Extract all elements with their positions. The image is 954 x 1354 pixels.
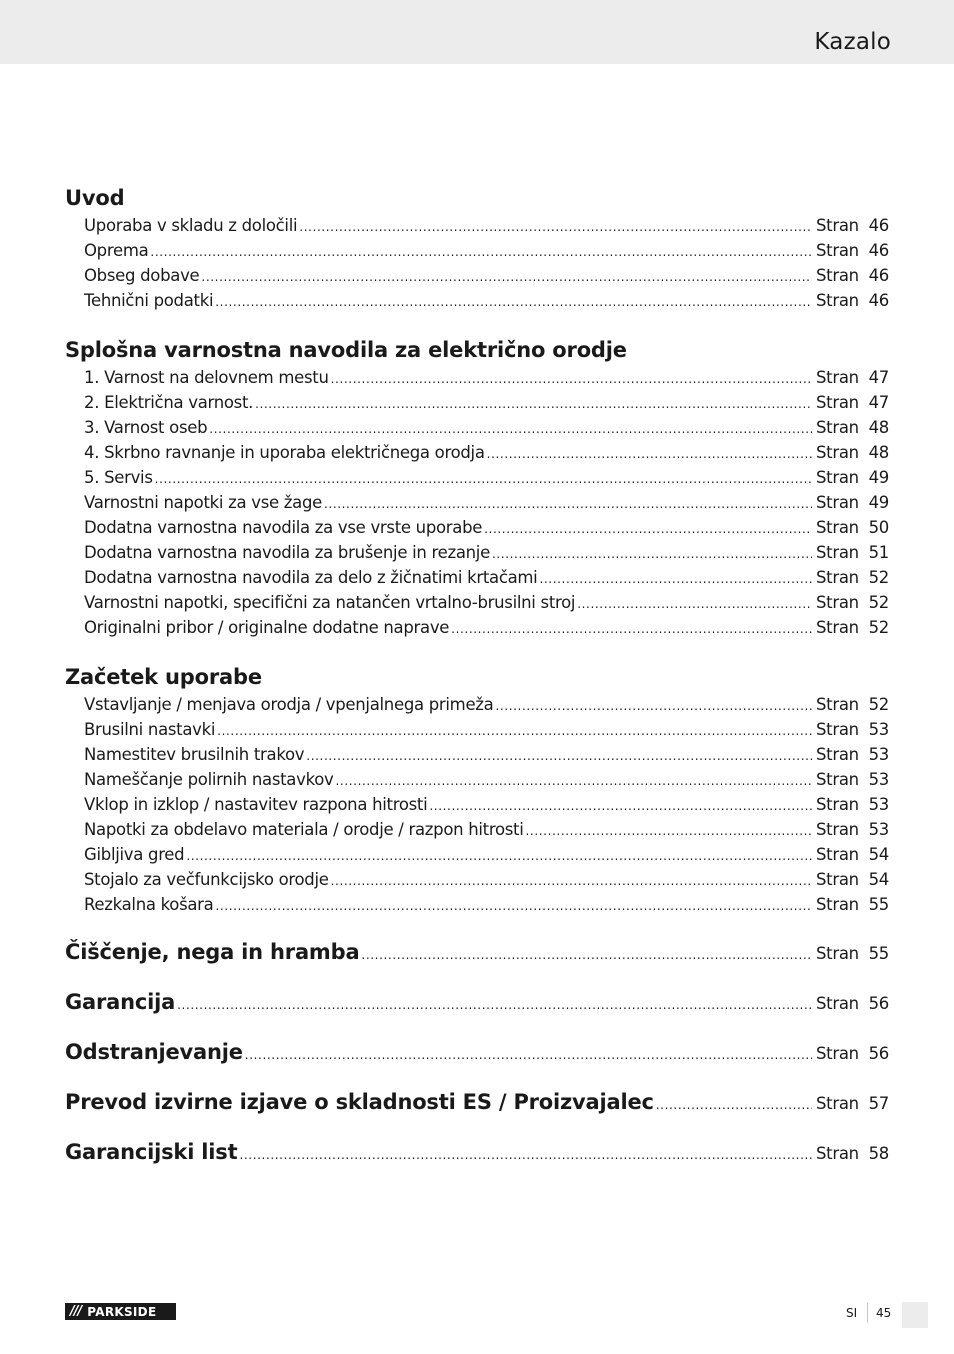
dot-leader: [429, 794, 812, 819]
page-ref: [816, 365, 889, 390]
toc-entry[interactable]: [84, 415, 889, 440]
stran-label: Stran: [816, 870, 859, 889]
page-number: 54: [868, 845, 889, 864]
page-ref: [816, 465, 889, 490]
stran-label: Stran: [816, 895, 859, 914]
entry-label: Dodatna varnostna navodila za vse vrste uporabe: [84, 518, 483, 537]
stran-label: Stran: [816, 368, 859, 387]
entry-label: 1. Varnost na delovnem mestu: [84, 368, 329, 387]
dot-leader: [484, 517, 812, 542]
toc-main-entry[interactable]: [65, 1137, 889, 1167]
toc-section-start: [65, 662, 889, 917]
page-number: 52: [868, 695, 889, 714]
table-of-contents: [65, 183, 889, 1167]
toc-entry[interactable]: [84, 465, 889, 490]
page-ref: [816, 989, 889, 1019]
toc-entry[interactable]: [84, 565, 889, 590]
section-gap: [65, 1117, 889, 1137]
toc-entry[interactable]: [84, 515, 889, 540]
section-gap: [65, 917, 889, 937]
footer-divider: [867, 1303, 868, 1323]
stran-label: Stran: [816, 795, 859, 814]
page-ref: [816, 767, 889, 792]
stran-label: Stran: [816, 291, 859, 310]
toc-entry[interactable]: [84, 263, 889, 288]
dot-leader: [539, 567, 812, 592]
page-ref: [816, 390, 889, 415]
toc-entry[interactable]: [84, 792, 889, 817]
section-title: Začetek uporabe: [65, 665, 262, 689]
toc-main-entry[interactable]: [65, 1087, 889, 1117]
toc-entry[interactable]: [84, 213, 889, 238]
page-ref: [816, 892, 889, 917]
dot-leader: [217, 719, 812, 744]
dot-leader: [526, 819, 813, 844]
entry-label: 4. Skrbno ravnanje in uporaba električnega orodja: [84, 443, 485, 462]
stran-label: Stran: [816, 770, 859, 789]
main-entry-label: Odstranjevanje: [65, 1040, 243, 1064]
dot-leader: [177, 990, 812, 1020]
page-number: 53: [868, 820, 889, 839]
toc-entry[interactable]: [84, 590, 889, 615]
page-title: Kazalo: [814, 29, 891, 55]
language-code: SI: [846, 1306, 858, 1320]
toc-entry[interactable]: [84, 615, 889, 640]
dot-leader: [215, 290, 812, 315]
page-ref: [816, 717, 889, 742]
dot-leader: [150, 240, 812, 265]
page-ref: [816, 692, 889, 717]
page-ref: [816, 238, 889, 263]
entry-label: Varnostni napotki, specifični za natančen vrtalno-brusilni stroj: [84, 593, 576, 612]
dot-leader: [577, 592, 812, 617]
section-gap: [65, 313, 889, 335]
entry-label: Dodatna varnostna navodila za brušenje in rezanje: [84, 543, 490, 562]
dot-leader: [186, 844, 812, 869]
entry-label: 3. Varnost oseb: [84, 418, 208, 437]
page-ref: [816, 213, 889, 238]
toc-entry[interactable]: [84, 817, 889, 842]
toc-section-uvod: [65, 183, 889, 313]
entry-label: Nameščanje polirnih nastavkov: [84, 770, 334, 789]
toc-entry[interactable]: [84, 490, 889, 515]
parkside-logo: [65, 1303, 176, 1320]
page-number: 53: [868, 770, 889, 789]
main-entry-label: Čiščenje, nega in hramba: [65, 940, 360, 964]
stran-label: Stran: [816, 216, 859, 235]
page-number: 54: [868, 870, 889, 889]
page-number: 58: [868, 1144, 889, 1163]
page-number: 48: [868, 418, 889, 437]
dot-leader: [299, 215, 812, 240]
stran-label: Stran: [816, 543, 859, 562]
page-number: 52: [868, 593, 889, 612]
dot-leader: [331, 869, 812, 894]
entry-label: Vklop in izklop / nastavitev razpona hitrosti: [84, 795, 428, 814]
page-ref: [816, 1139, 889, 1169]
stran-label: Stran: [816, 518, 859, 537]
stran-label: Stran: [816, 418, 859, 437]
toc-main-entry[interactable]: [65, 987, 889, 1017]
header-bar: [0, 0, 954, 64]
toc-section-safety: [65, 335, 889, 640]
dot-leader: [201, 265, 812, 290]
entry-label: Tehnični podatki: [84, 291, 214, 310]
page-ref: [816, 842, 889, 867]
page-ref: [816, 263, 889, 288]
page-number: 46: [868, 291, 889, 310]
page-ref: [816, 867, 889, 892]
page-number: 49: [868, 468, 889, 487]
page-ref: [816, 742, 889, 767]
section-title: Splošna varnostna navodila za električno orodje: [65, 338, 627, 362]
toc-entry[interactable]: [84, 540, 889, 565]
toc-entry[interactable]: [84, 767, 889, 792]
toc-entry[interactable]: [84, 440, 889, 465]
toc-entry[interactable]: [84, 717, 889, 742]
page-ref: [816, 540, 889, 565]
stran-label: Stran: [816, 266, 859, 285]
toc-main-entry[interactable]: [65, 937, 889, 967]
entry-label: Dodatna varnostna navodila za delo z žičnatimi krtačami: [84, 568, 538, 587]
main-entry-label: Prevod izvirne izjave o skladnosti ES / Proizvajalec: [65, 1090, 654, 1114]
toc-entry[interactable]: [84, 892, 889, 917]
stran-label: Stran: [816, 745, 859, 764]
page-ref: [816, 440, 889, 465]
dot-leader: [331, 367, 812, 392]
page-number: 49: [868, 493, 889, 512]
page-number: 55: [868, 895, 889, 914]
dot-leader: [656, 1090, 812, 1120]
main-entry-label: Garancija: [65, 990, 176, 1014]
section-gap: [65, 640, 889, 662]
stran-label: Stran: [816, 493, 859, 512]
dot-leader: [209, 417, 812, 442]
section-gap: [65, 1017, 889, 1037]
page-ref: [816, 939, 889, 969]
section-title: Uvod: [65, 186, 125, 210]
page-number: 52: [868, 568, 889, 587]
page-ref: [816, 1089, 889, 1119]
toc-entry[interactable]: [84, 742, 889, 767]
page-number: 53: [868, 795, 889, 814]
stran-label: Stran: [816, 468, 859, 487]
section-entries: [65, 213, 889, 313]
dot-leader: [495, 694, 812, 719]
page-ref: [816, 792, 889, 817]
toc-entry[interactable]: [84, 238, 889, 263]
entry-label: Napotki za obdelavo materiala / orodje / razpon hitrosti: [84, 820, 524, 839]
page-number: 56: [868, 994, 889, 1013]
stran-label: Stran: [816, 1094, 859, 1113]
dot-leader: [215, 894, 812, 919]
page-number: 47: [868, 368, 889, 387]
entry-label: 5. Servis: [84, 468, 153, 487]
dot-leader: [492, 542, 812, 567]
page-ref: [816, 590, 889, 615]
dot-leader: [306, 744, 812, 769]
dot-leader: [245, 1040, 812, 1070]
dot-leader: [487, 442, 812, 467]
main-entry-label: Garancijski list: [65, 1140, 238, 1164]
page-number: 53: [868, 745, 889, 764]
dot-leader: [255, 392, 812, 417]
section-gap: [65, 967, 889, 987]
dot-leader: [336, 769, 812, 794]
entry-label: Originalni pribor / originalne dodatne naprave: [84, 618, 450, 637]
page-number: 46: [868, 266, 889, 285]
stran-label: Stran: [816, 695, 859, 714]
stran-label: Stran: [816, 618, 859, 637]
toc-entry[interactable]: [84, 365, 889, 390]
stran-label: Stran: [816, 820, 859, 839]
toc-entry[interactable]: [84, 842, 889, 867]
toc-entry[interactable]: [84, 288, 889, 313]
stran-label: Stran: [816, 241, 859, 260]
page-ref: [816, 515, 889, 540]
entry-label: Obseg dobave: [84, 266, 200, 285]
entry-label: 2. Električna varnost.: [84, 393, 254, 412]
dot-leader: [324, 492, 812, 517]
page-ref: [816, 288, 889, 313]
toc-entry[interactable]: [84, 390, 889, 415]
dot-leader: [239, 1140, 812, 1170]
page-number: 55: [868, 944, 889, 963]
section-entries: [65, 692, 889, 917]
stran-label: Stran: [816, 1144, 859, 1163]
page-ref: [816, 817, 889, 842]
page-ref: [816, 1039, 889, 1069]
entry-label: Stojalo za večfunkcijsko orodje: [84, 870, 329, 889]
entry-label: Oprema: [84, 241, 149, 260]
logo-slashes: ///: [70, 1304, 82, 1319]
entry-label: Vstavljanje / menjava orodja / vpenjalnega primeža: [84, 695, 494, 714]
entry-label: Varnostni napotki za vse žage: [84, 493, 322, 512]
page-number: 57: [868, 1094, 889, 1113]
page-ref: [816, 490, 889, 515]
page-number: 51: [868, 543, 889, 562]
page-number: 52: [868, 618, 889, 637]
toc-main-entry[interactable]: [65, 1037, 889, 1067]
stran-label: Stran: [816, 443, 859, 462]
toc-entry[interactable]: [84, 867, 889, 892]
stran-label: Stran: [816, 393, 859, 412]
stran-label: Stran: [816, 720, 859, 739]
entry-label: Uporaba v skladu z določili: [84, 216, 298, 235]
entry-label: Brusilni nastavki: [84, 720, 216, 739]
entry-label: Gibljiva gred: [84, 845, 185, 864]
page-number-footer: 45: [876, 1306, 892, 1320]
stran-label: Stran: [816, 1044, 859, 1063]
footer-tab-box: [902, 1302, 928, 1328]
dot-leader: [361, 940, 812, 970]
section-gap: [65, 1067, 889, 1087]
dot-leader: [451, 617, 812, 642]
page-number: 53: [868, 720, 889, 739]
stran-label: Stran: [816, 568, 859, 587]
section-entries: [65, 365, 889, 640]
stran-label: Stran: [816, 944, 859, 963]
entry-label: Namestitev brusilnih trakov: [84, 745, 305, 764]
page-number: 46: [868, 241, 889, 260]
dot-leader: [155, 467, 812, 492]
stran-label: Stran: [816, 994, 859, 1013]
page-number: 48: [868, 443, 889, 462]
toc-entry[interactable]: [84, 692, 889, 717]
page-number: 46: [868, 216, 889, 235]
page-number: 50: [868, 518, 889, 537]
page-ref: [816, 415, 889, 440]
page-ref: [816, 565, 889, 590]
stran-label: Stran: [816, 593, 859, 612]
page-number: 56: [868, 1044, 889, 1063]
stran-label: Stran: [816, 845, 859, 864]
logo-text: PARKSIDE: [87, 1304, 157, 1319]
entry-label: Rezkalna košara: [84, 895, 214, 914]
page-ref: [816, 615, 889, 640]
page-number: 47: [868, 393, 889, 412]
